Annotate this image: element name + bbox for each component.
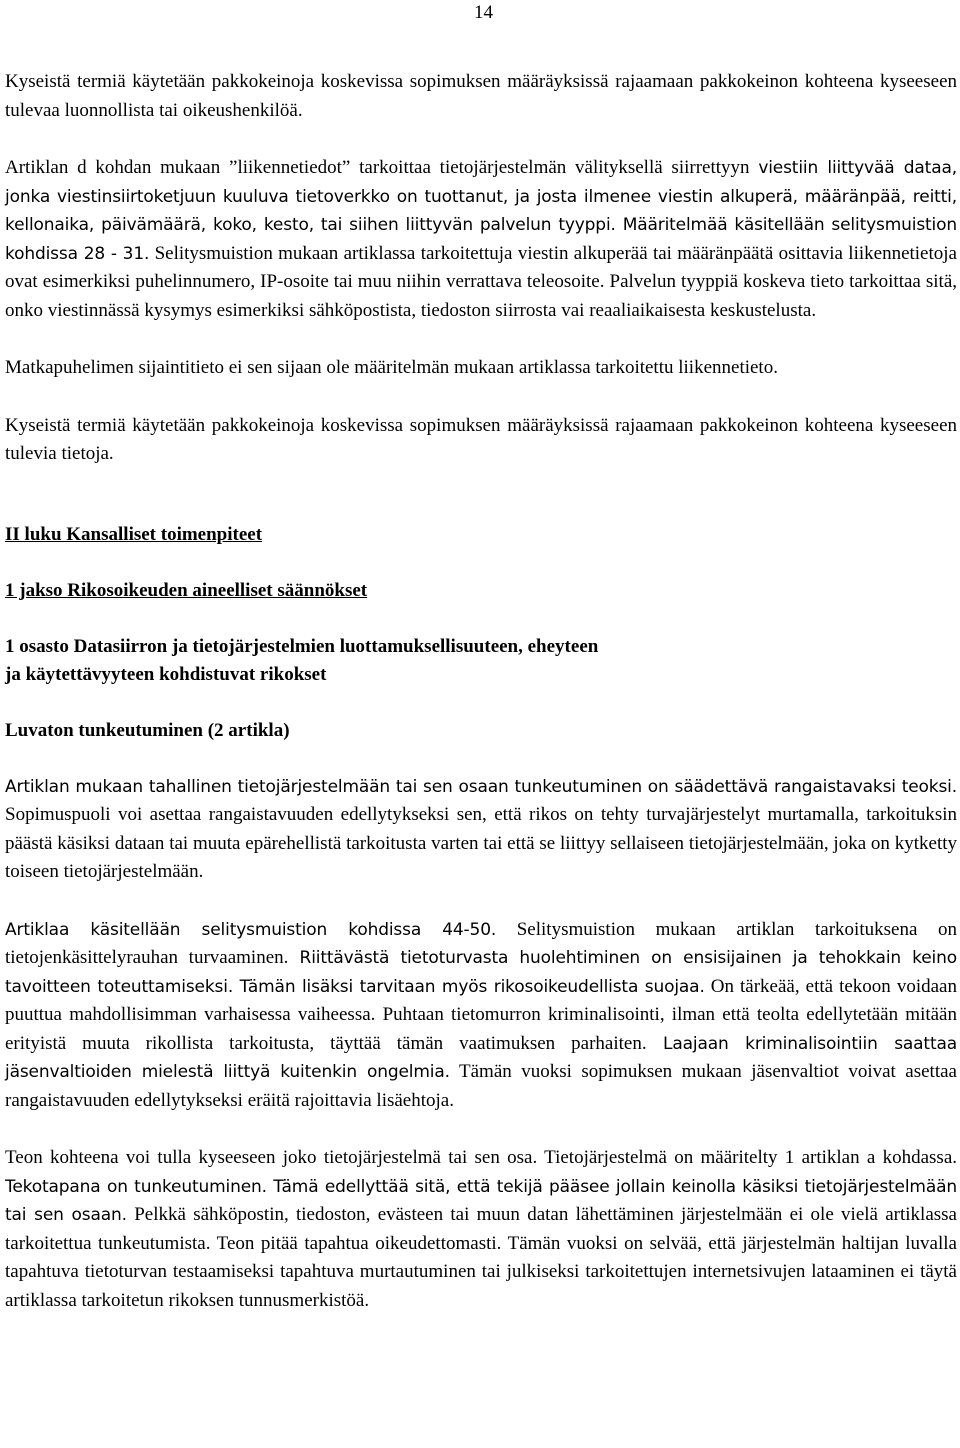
paragraph-term-definition: Kyseistä termiä käytetään pakkokeinoja koskevissa sopimuksen määräyksissä rajaamaan pakkokeinon kohteena kyseeseen tulevaa luonnollista tai oikeushenkilöä. bbox=[5, 71, 957, 121]
chapter-heading: II luku Kansalliset toimenpiteet bbox=[5, 523, 263, 545]
paragraph-article-content: Artiklan mukaan tahallinen tietojärjestelmään tai sen osaan tunkeutuminen on säädettävä rangaistavaksi teoksi. Sopimuspuoli voi asettaa rangaistavuuden edellytykseksi sen, että rikos on tehty turvajärjestelyt murtamalla, tarkoituksin päästä käsiksi dataan tai muuta epärehellistä tarkoitusta varten tai että se liittyy sellaiseen tietojärjestelmään, joka on kytketty toiseen tietojärjestelmään. bbox=[5, 776, 957, 882]
paragraph-term-usage: Kyseistä termiä käytetään pakkokeinoja koskevissa sopimuksen määräyksissä rajaamaan pakkokeinon kohteena kyseeseen tulevia tietoja. bbox=[5, 414, 957, 464]
paragraph-location-data: Matkapuhelimen sijaintitieto ei sen sijaan ole määritelmän mukaan artiklassa tarkoitettu liikennetieto. bbox=[5, 357, 778, 378]
page-number: 14 bbox=[474, 2, 493, 23]
subsection-heading: 1 osasto Datasiirron ja tietojärjestelmien luottamuksellisuuteen, eheyteen ja käytettävyyteen kohdistuvat rikokset bbox=[5, 635, 599, 685]
section-heading: 1 jakso Rikosoikeuden aineelliset säännökset bbox=[5, 579, 368, 601]
paragraph-explanatory-memo: Artiklaa käsitellään selitysmuistion kohdissa 44-50. Selitysmuistion mukaan artiklan tarkoituksena on tietojenkäsittelyrauhan turvaaminen. Riittävästä tietoturvasta huolehtiminen on ensisijainen ja tehokkain keino tavoitteen toteuttamiseksi. Tämän lisäksi tarvitaan myös rikosoikeudellista suojaa. On tärkeää, että tekoon voidaan puuttua mahdollisimman varhaisessa vaiheessa. Puhtaan tietomurron kriminalisointi, ilman että teolta edellytetään mitään erityistä muuta rikollista tarkoitusta, täyttää tämän vaatimuksen parhaiten. Laajaan kriminalisointiin saattaa jäsenvaltioiden mielestä liittyä kuitenkin ongelmia. Tämän vuoksi sopimuksen mukaan jäsenvaltiot voivat asettaa rangaistavuuden edellytykseksi eräitä rajoittavia lisäehtoja. bbox=[5, 918, 957, 1111]
paragraph-offence-target: Teon kohteena voi tulla kyseeseen joko tietojärjestelmä tai sen osa. Tietojärjestelmä on määritelty 1 artiklan a kohdassa. Tekotapana on tunkeutuminen. Tämä edellyttää sitä, että tekijä pääsee jollain keinolla käsiksi tietojärjestelmään tai sen osaan. Pelkkä sähköpostin, tiedoston, evästeen tai muun datan lähettäminen järjestelmään ei ole vielä artiklassa tarkoitettua tunkeutumista. Teon pitää tapahtua oikeudettomasti. Tämän vuoksi on selvää, että järjestelmän haltijan luvalla tapahtuva tietoturvan testaamiseksi tapahtuva murtautuminen tai julkiseksi tarkoitettujen internetsivujen lataaminen ei täytä artiklassa tarkoitetun rikoksen tunnusmerkistöä. bbox=[5, 1147, 957, 1311]
paragraph-traffic-data: Artiklan d kohdan mukaan ”liikennetiedot” tarkoittaa tietojärjestelmän välityksellä siirrettyyn viestiin liittyvää dataa, jonka viestinsiirtoketjuun kuuluva tietoverkko on tuottanut, ja josta ilmenee viestin alkuperä, määränpää, reitti, kellonaika, päivämäärä, koko, kesto, tai siihen liittyvän palvelun tyyppi. Määritelmää käsitellään selitysmuistion kohdissa 28 - 31. Selitysmuistion mukaan artiklassa tarkoitettuja viestin alkuperää tai määränpäätä osittavia liikennetietoja ovat esimerkiksi puhelinnumero, IP-osoite tai muu niihin verrattava teleosoite. Palvelun tyyppiä koskeva tieto tarkoittaa sitä, onko viestinnässä kysymys esimerkiksi sähköpostista, tiedoston siirrosta vai reaaliaikaisesta keskustelusta. bbox=[5, 157, 957, 321]
article-heading: Luvaton tunkeutuminen (2 artikla) bbox=[5, 719, 290, 741]
document-body bbox=[5, 68, 957, 1315]
